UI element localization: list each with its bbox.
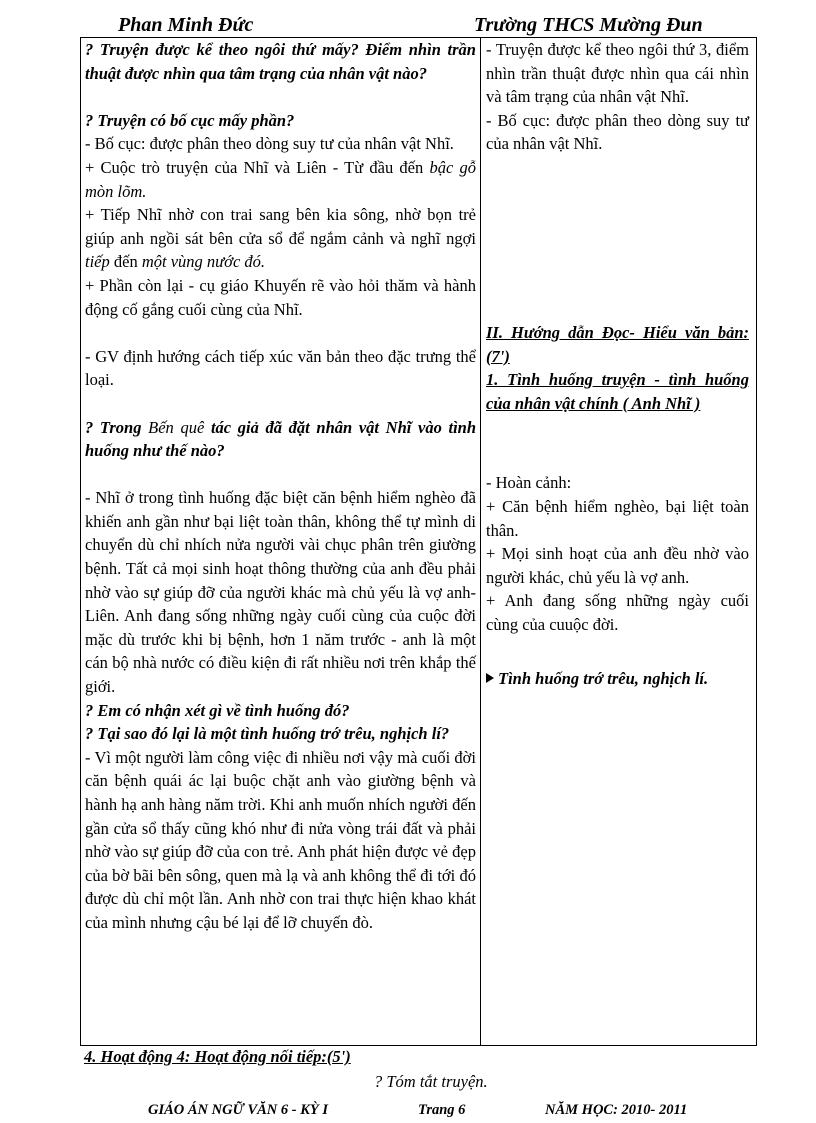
layout-part-2-end: một vùng nước đó. <box>141 252 266 272</box>
teacher-activity-column <box>85 38 476 935</box>
layout-answer: - Bố cục: được phân theo dòng suy tư của nhân vật Nhĩ. <box>85 134 454 154</box>
question-layout: ? Truyện có bố cục mấy phần? <box>85 110 295 130</box>
arrow-right-icon <box>486 673 494 683</box>
question-comment: ? Em có nhận xét gì về tình huống đó? <box>85 700 350 720</box>
question-paradox: ? Tại sao đó lại là một tình huống trớ trêu, nghịch lí? <box>85 724 450 744</box>
footer-year: NĂM HỌC: 2010- 2011 <box>545 1102 688 1118</box>
layout-summary: - Bố cục: được phân theo dòng suy tư của nhân vật Nhĩ. <box>486 110 749 154</box>
narrator-answer: - Truyện được kể theo ngôi thứ 3, điểm nhìn trần thuật được nhìn qua cái nhìn và tâm trạng của nhân vật Nhĩ. <box>486 40 749 107</box>
layout-part-2 <box>85 203 476 274</box>
header-school: Trường THCS Mường Đun <box>474 14 703 36</box>
story-title: Bến quê <box>148 417 205 437</box>
layout-part-2-tiep: tiếp <box>85 252 110 272</box>
conclusion-text: Tình huống trớ trêu, nghịch lí. <box>498 668 709 688</box>
circumstance-2: + Mọi sinh hoạt của anh đều nhờ vào người khác, chủ yếu là vợ anh. <box>486 544 749 587</box>
layout-part-2-den: đến <box>113 252 138 272</box>
section-heading-2: II. Hướng dẫn Đọc- Hiểu văn bản:(7') <box>486 322 749 366</box>
question-situation <box>85 416 476 463</box>
layout-part-1-text: + Cuộc trò truyện của Nhĩ và Liên - Từ đầu đến <box>85 157 424 177</box>
question-situation-b: tác giả đã đặt nhân vật Nhĩ vào tình huống như thế nào? <box>85 417 477 461</box>
layout-part-3: + Phần còn lại - cụ giáo Khuyến rẽ vào hỏi thăm và hành động cố gắng cuối cùng của Nhĩ. <box>85 275 476 319</box>
layout-part-1 <box>85 156 476 203</box>
circumstance-1: + Căn bệnh hiểm nghèo, bại liệt toàn thân. <box>486 496 749 540</box>
circumstance-3: + Anh đang sống những ngày cuối cùng của cuuộc đời. <box>486 591 749 634</box>
content-column <box>486 38 749 690</box>
footer-subject: GIÁO ÁN NGỮ VĂN 6 - KỲ I <box>148 1102 329 1118</box>
layout-part-2-text: + Tiếp Nhĩ nhờ con trai sang bên kia sông, nhờ bọn trẻ giúp anh ngồi sát bên cửa sổ để ngắm cảnh và nghĩ ngợi <box>85 205 476 248</box>
question-narrator: ? Truyện được kể theo ngôi thứ mấy? Điểm nhìn trần thuật được nhìn qua tâm trạng của nhân vật nào? <box>85 40 476 83</box>
situation-answer: - Nhĩ ở trong tình huống đặc biệt căn bệnh hiểm nghèo đã khiến anh gần như bại liệt toàn thân, không thể tự mình di chuyển dù chỉ nhích nửa người vài chục phân trên giường bệnh. Tất cả mọi sinh hoạt thông thường của anh đều phải nhờ vào sự giúp đỡ của người khác mà chủ yếu là vợ anh- Liên. Anh đang sống những ngày cuối cùng của cuộc đời mặc dù trước khi bị bệnh, hơn 1 năm trước - anh là một cán bộ nhà nước có điều kiện đi rất nhiều nơi trên khắp thế giới. <box>85 488 476 697</box>
header-author: Phan Minh Đức <box>118 14 254 36</box>
teacher-guidance: - GV định hướng cách tiếp xúc văn bản theo đặc trưng thể loại. <box>85 346 476 390</box>
lesson-table <box>80 37 757 1046</box>
layout-part-1-end: bậc gỗ mòn lõm. <box>85 157 477 201</box>
section-heading-2-1: 1. Tình huống truyện - tình huống của nhân vật chính ( Anh Nhĩ ) <box>486 370 749 413</box>
conclusion <box>486 667 749 691</box>
task-summary: ? Tóm tắt truyện. <box>374 1072 488 1091</box>
circumstance-title: - Hoàn cảnh: <box>486 473 572 493</box>
question-situation-a: ? Trong <box>85 417 142 437</box>
footer-page: Trang 6 <box>418 1102 466 1118</box>
activity-4-heading: 4. Hoạt động 4: Hoạt động nối tiếp:(5') <box>84 1047 351 1066</box>
paradox-answer: - Vì một người làm công việc đi nhiều nơi vậy mà cuối đời căn bệnh quái ác lại buộc chặt anh vào giường bệnh và hành hạ anh hàng năm trời. Khi anh muốn nhích người đến gần cửa sổ thấy cũng khó như đi nửa vòng trái đất và phải nhờ vào sự giúp đỡ của con trẻ. Anh phát hiện được vẻ đẹp của bờ bãi bên sông, quen mà lạ và anh không thể đi tới đó được dù chỉ một lần. Anh nhờ con trai thực hiện khao khát của mình nhưng cậu bé lại để lỡ chuyến đò. <box>85 747 476 932</box>
column-divider <box>480 38 481 1045</box>
